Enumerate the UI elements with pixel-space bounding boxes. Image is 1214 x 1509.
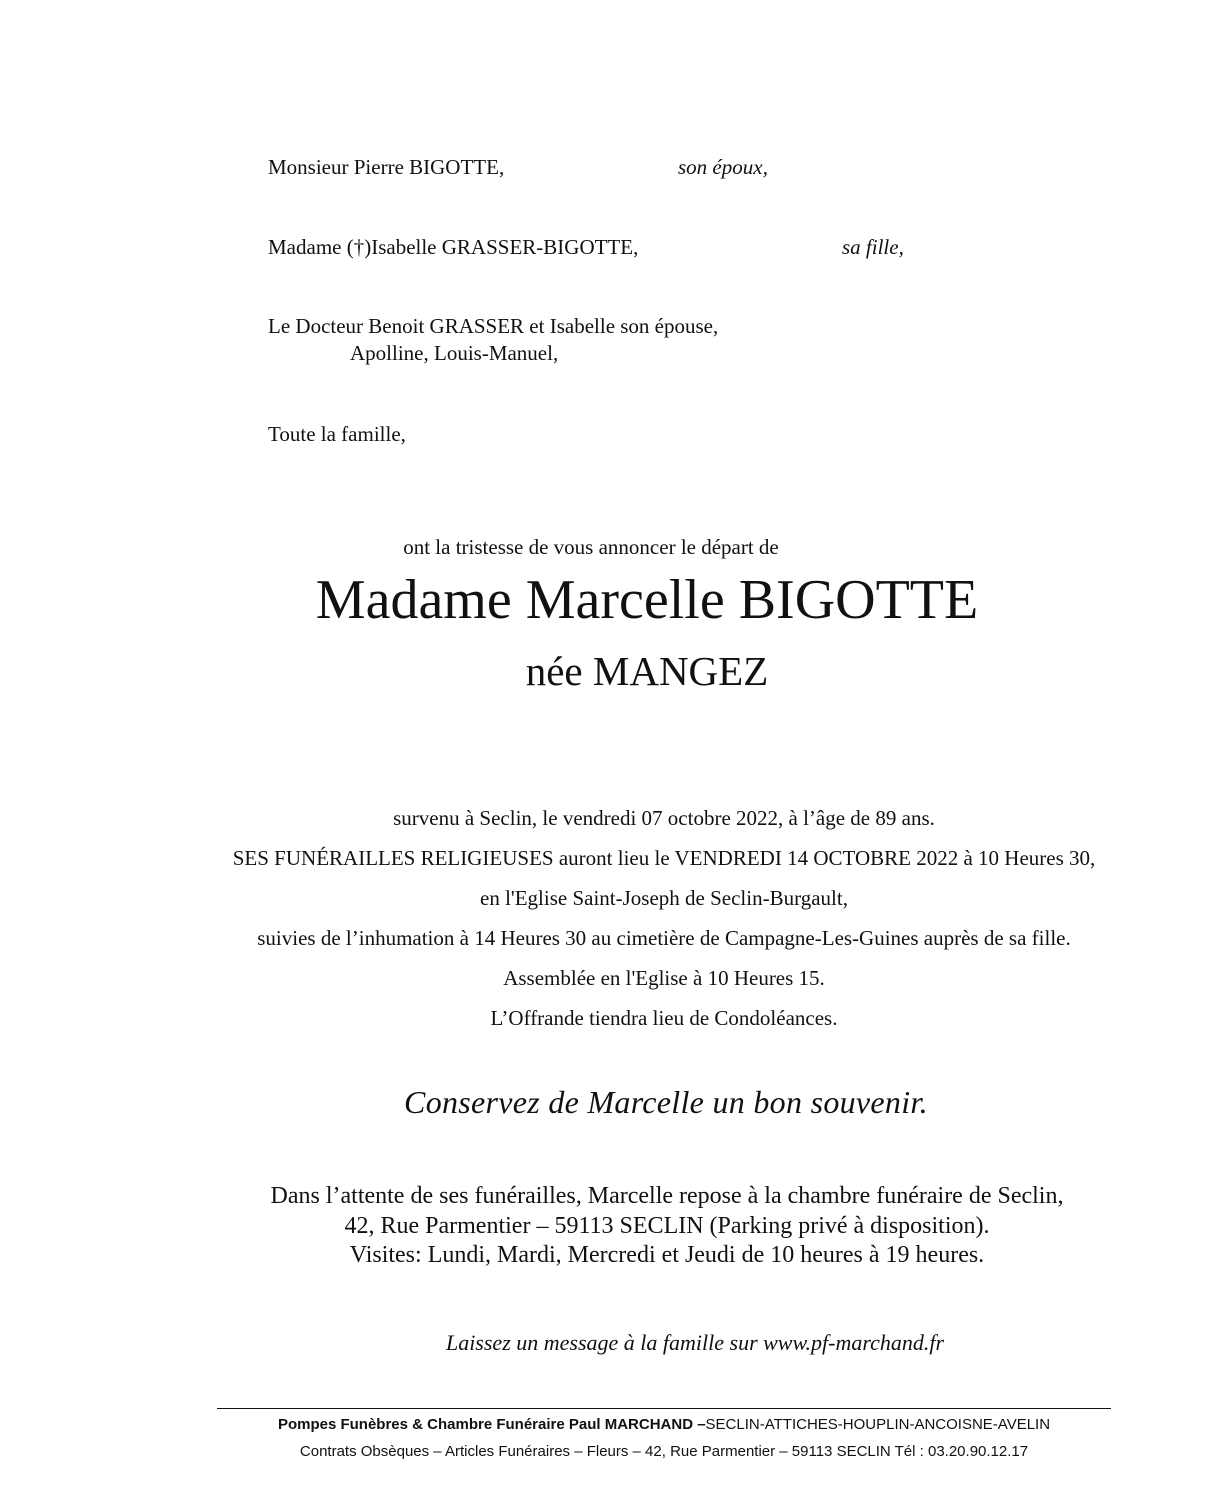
family-member-son-in-law: Le Docteur Benoit GRASSER et Isabelle son épouse, (268, 314, 719, 338)
footer-locations: SECLIN-ATTICHES-HOUPLIN-ANCOISNE-AVELIN (705, 1416, 1051, 1433)
wake-visiting-hours: Visites: Lundi, Mardi, Mercredi et Jeudi de 10 heures à 19 heures. (349, 1242, 985, 1268)
footer-company-line (57, 1416, 1214, 1433)
footer-services: Contrats Obsèques – Articles Funéraires – Fleurs – 42, Rue Parmentier – 59113 SECLIN Tél : 03.20.90.12.17 (299, 1443, 1029, 1460)
maiden-name: née MANGEZ (525, 648, 769, 694)
relation-daughter: sa fille, (842, 235, 904, 259)
funeral-location: en l'Eglise Saint-Joseph de Seclin-Burgault, (480, 886, 848, 910)
family-member-daughter: Madame (†)Isabelle GRASSER-BIGOTTE, (268, 235, 639, 259)
family-member-husband: Monsieur Pierre BIGOTTE, (268, 155, 505, 179)
family-all: Toute la famille, (268, 422, 406, 446)
death-details: survenu à Seclin, le vendredi 07 octobre 2022, à l’âge de 89 ans. (393, 806, 935, 830)
message-invitation[interactable]: Laissez un message à la famille sur www.pf-marchand.fr (445, 1330, 945, 1355)
footer-divider (217, 1408, 1111, 1409)
announcement-intro: ont la tristesse de vous annoncer le départ de (403, 535, 779, 559)
assembly-time: Assemblée en l'Eglise à 10 Heures 15. (503, 966, 825, 990)
memorial-quote: Conservez de Marcelle un bon souvenir. (404, 1084, 928, 1120)
deceased-name: Madame Marcelle BIGOTTE (315, 569, 979, 631)
offering-note: L’Offrande tiendra lieu de Condoléances. (490, 1006, 838, 1030)
wake-location: Dans l’attente de ses funérailles, Marcelle repose à la chambre funéraire de Seclin, (270, 1183, 1064, 1209)
family-grandchildren: Apolline, Louis-Manuel, (350, 341, 559, 365)
funeral-date: SES FUNÉRAILLES RELIGIEUSES auront lieu le VENDREDI 14 OCTOBRE 2022 à 10 Heures 30, (232, 846, 1096, 870)
footer-company: Pompes Funèbres & Chambre Funéraire Paul MARCHAND – (277, 1416, 706, 1433)
relation-husband: son époux, (678, 155, 768, 179)
wake-address: 42, Rue Parmentier – 59113 SECLIN (Parking privé à disposition). (344, 1213, 990, 1239)
burial-details: suivies de l’inhumation à 14 Heures 30 au cimetière de Campagne-Les-Guines auprès de sa fille. (257, 926, 1071, 950)
